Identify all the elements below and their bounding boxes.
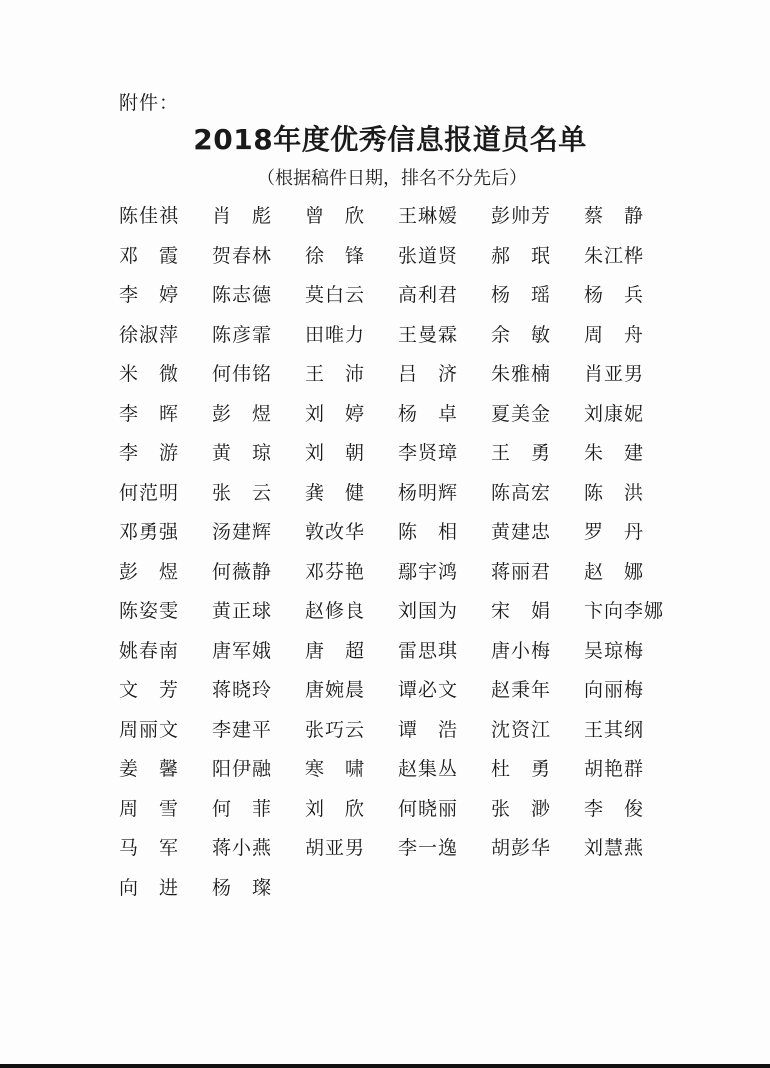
name-entry: 张巧云 <box>305 718 366 741</box>
name-entry: 向 进 <box>119 876 180 899</box>
name-entry: 黄 琼 <box>212 442 273 464</box>
name-entry: 蒋小燕 <box>212 837 273 859</box>
document-title: 2018年度优秀信息报道员名单 <box>193 123 587 156</box>
name-entry: 李贤璋 <box>398 442 459 464</box>
name-entry: 陈姿雯 <box>119 600 180 622</box>
name-entry: 刘康妮 <box>584 402 645 425</box>
name-entry: 王 沛 <box>305 363 366 385</box>
name-entry: 宋 娟 <box>491 600 552 622</box>
name-entry: 邓 霞 <box>119 244 180 267</box>
name-entry: 谭 浩 <box>398 718 459 741</box>
name-entry: 彭 煜 <box>212 402 273 425</box>
name-entry: 杜 勇 <box>491 758 552 780</box>
name-entry: 蒋晓玲 <box>212 679 273 701</box>
name-entry: 王琳嫒 <box>398 205 459 227</box>
name-entry: 杨 兵 <box>584 284 645 306</box>
name-entry: 郝 珉 <box>491 244 552 267</box>
name-entry: 朱 建 <box>584 442 645 464</box>
name-entry: 田唯力 <box>305 323 366 346</box>
name-entry: 曾 欣 <box>305 205 366 227</box>
name-entry: 胡艳群 <box>584 758 645 780</box>
name-entry: 陈佳祺 <box>119 205 180 227</box>
name-entry: 肖亚男 <box>584 363 645 385</box>
name-entry: 余 敏 <box>491 323 552 346</box>
name-entry: 龚 健 <box>305 481 366 504</box>
name-entry: 陈彦霏 <box>212 323 273 346</box>
name-entry: 姚春南 <box>119 639 180 662</box>
name-entry: 杨 卓 <box>398 402 459 425</box>
name-entry: 杨明辉 <box>398 481 459 504</box>
name-entry: 陈 洪 <box>584 481 645 504</box>
name-entry: 米 微 <box>119 363 180 385</box>
name-entry: 陈 相 <box>398 521 459 543</box>
name-entry: 高利君 <box>398 284 459 306</box>
name-entry: 吕 济 <box>398 363 459 385</box>
name-entry: 陈志德 <box>212 284 273 306</box>
name-entry: 刘慧燕 <box>584 837 645 859</box>
name-entry: 蔡 静 <box>584 205 645 227</box>
name-entry: 何范明 <box>119 481 180 504</box>
name-entry: 朱雅楠 <box>491 363 552 385</box>
name-entry: 唐小梅 <box>491 639 552 662</box>
name-entry: 刘 婷 <box>305 402 366 425</box>
name-entry: 汤建辉 <box>212 521 273 543</box>
names-list <box>119 202 679 913</box>
name-entry: 李 游 <box>119 442 180 464</box>
name-entry: 阳伊融 <box>212 758 273 780</box>
name-entry: 李建平 <box>212 718 273 741</box>
name-entry: 何薇静 <box>212 560 273 583</box>
name-entry: 何伟铭 <box>212 363 273 385</box>
name-entry: 唐军娥 <box>212 639 273 662</box>
name-entry: 邓芬艳 <box>305 560 366 583</box>
name-entry: 黄正球 <box>212 600 273 622</box>
name-entry: 邓勇强 <box>119 521 180 543</box>
name-entry: 李 婷 <box>119 284 180 306</box>
name-entry: 鄢宇鸿 <box>398 560 459 583</box>
name-entry: 周 舟 <box>584 323 645 346</box>
name-entry: 何 菲 <box>212 797 273 820</box>
name-entry: 胡亚男 <box>305 837 366 859</box>
document-subtitle: （根据稿件日期，排名不分先后） <box>257 168 527 189</box>
name-entry: 黄建忠 <box>491 521 552 543</box>
name-entry: 贺春林 <box>212 244 273 267</box>
name-entry: 杨 瑶 <box>491 284 552 306</box>
name-entry: 李一逸 <box>398 837 459 859</box>
name-entry: 敦改华 <box>305 521 366 543</box>
name-entry: 彭 煜 <box>119 560 180 583</box>
name-entry: 王 勇 <box>491 442 552 464</box>
name-entry: 周 雪 <box>119 797 180 820</box>
name-entry: 唐婉晨 <box>305 679 366 701</box>
page-bottom-edge <box>0 1064 770 1068</box>
name-entry: 刘 欣 <box>305 797 366 820</box>
name-entry: 王曼霖 <box>398 323 459 346</box>
name-entry: 向丽梅 <box>584 679 645 701</box>
name-entry: 赵修良 <box>305 600 366 622</box>
name-entry: 周丽文 <box>119 718 180 741</box>
name-entry: 罗 丹 <box>584 521 645 543</box>
name-entry: 谭必文 <box>398 679 459 701</box>
name-entry: 莫白云 <box>305 284 366 306</box>
name-entry: 徐淑萍 <box>119 323 180 346</box>
name-entry: 寒 啸 <box>305 758 366 780</box>
name-entry: 胡彭华 <box>491 837 552 859</box>
name-entry: 唐 超 <box>305 639 366 662</box>
name-entry: 马 军 <box>119 837 180 859</box>
name-entry: 吴琼梅 <box>584 639 645 662</box>
name-entry: 朱江桦 <box>584 244 645 267</box>
name-entry: 姜 馨 <box>119 758 180 780</box>
name-entry: 沈资江 <box>491 718 552 741</box>
name-entry: 赵秉年 <box>491 679 552 701</box>
name-entry: 雷思琪 <box>398 639 459 662</box>
name-entry: 李 晖 <box>119 402 180 425</box>
name-entry: 文 芳 <box>119 679 180 701</box>
name-entry: 赵集丛 <box>398 758 459 780</box>
name-entry: 陈高宏 <box>491 481 552 504</box>
name-entry: 王其纲 <box>584 718 645 741</box>
name-entry: 张 渺 <box>491 797 552 820</box>
name-entry: 蒋丽君 <box>491 560 552 583</box>
name-entry: 肖 彪 <box>212 205 273 227</box>
name-entry: 张道贤 <box>398 244 459 267</box>
attachment-label: 附件： <box>119 92 180 114</box>
name-entry: 卞向李娜 <box>584 600 665 622</box>
name-entry: 李 俊 <box>584 797 645 820</box>
name-entry: 刘国为 <box>398 600 459 622</box>
name-entry: 徐 锋 <box>305 244 366 267</box>
name-entry: 何晓丽 <box>398 797 459 820</box>
name-entry: 刘 朝 <box>305 442 366 464</box>
name-entry: 夏美金 <box>491 402 552 425</box>
name-entry: 彭帅芳 <box>491 205 552 227</box>
name-entry: 杨 璨 <box>212 876 273 899</box>
name-entry: 张 云 <box>212 481 273 504</box>
name-entry: 赵 娜 <box>584 560 645 583</box>
